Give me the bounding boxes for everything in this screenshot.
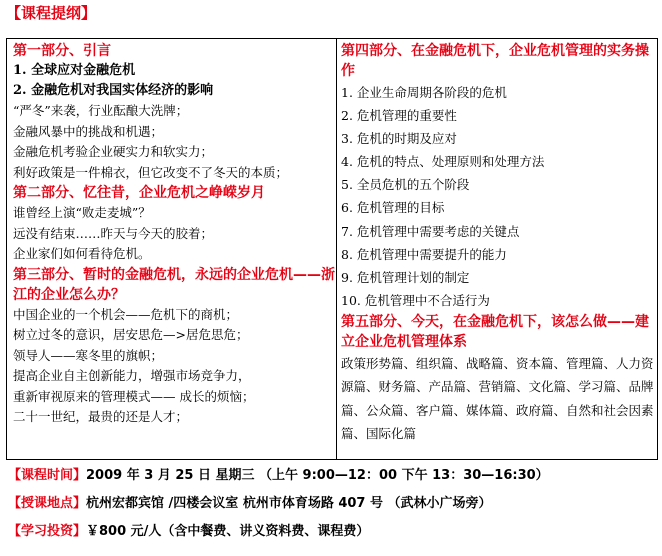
- course-location-row: [8, 492, 492, 516]
- course-time-label: 【课程时间】: [8, 468, 87, 483]
- part-1-title: 第一部分、引言: [13, 43, 111, 59]
- part-4-item: 8. 危机管理中需要提升的能力: [341, 246, 507, 262]
- part-1-line: 金融危机考验企业硬实力和软实力；: [13, 144, 214, 159]
- part-4-item: 4. 危机的特点、处理原则和处理方法: [341, 154, 545, 170]
- part-4-item: 9. 危机管理计划的制定: [341, 269, 470, 285]
- course-time-value: 2009 年 3 月 25 日 星期三 （上午 9:00—12：00 下午 13：30—16:30）: [86, 468, 549, 483]
- outline-right-column: [337, 39, 657, 459]
- part-1-point-2: 2. 金融危机对我国实体经济的影响: [13, 83, 214, 98]
- course-fee-label: 【学习投资】: [8, 524, 87, 539]
- course-fee-value: ￥800 元/人（含中餐费、讲义资料费、课程费）: [86, 524, 370, 539]
- course-location-label: 【授课地点】: [8, 496, 87, 511]
- part-2-line: 远没有结束……昨天与今天的胶着；: [13, 225, 214, 241]
- part-5-title: 第五部分、今天，在金融危机下，该怎么做——建立企业危机管理体系: [341, 313, 649, 350]
- part-4-item: 2. 危机管理的重要性: [341, 108, 457, 124]
- part-3-line: 重新审视原来的管理模式—— 成长的烦恼；: [13, 388, 255, 404]
- course-time-row: [8, 464, 549, 488]
- course-outline-heading: 【课程提纲】: [6, 4, 97, 22]
- part-3-line: 提高企业自主创新能力，增强市场竞争力，: [13, 368, 251, 383]
- part-3-title: 第三部分、暂时的金融危机，永远的企业危机——浙江的企业怎么办？: [13, 266, 335, 303]
- part-1-line: 利好政策是一件棉衣，但它改变不了冬天的本质；: [13, 164, 289, 180]
- part-1-line: “严冬”来袭，行业酝酿大洗牌；: [13, 103, 189, 118]
- part-3-line: 树立过冬的意识，居安思危—>居危思危；: [13, 327, 249, 342]
- part-4-title: 第四部分、在金融危机下，企业危机管理的实务操作: [341, 43, 649, 79]
- part-3-line: 中国企业的一个机会——危机下的商机；: [13, 306, 239, 322]
- part-2-line: 企业家们如何看待危机。: [13, 246, 151, 261]
- course-fee-row: [8, 520, 369, 544]
- part-1-line: 金融风暴中的挑战和机遇；: [13, 123, 164, 139]
- part-4-item: 10. 危机管理中不合适行为: [341, 292, 490, 308]
- part-4-item: 1. 企业生命周期各阶段的危机: [341, 85, 507, 100]
- outline-table: [6, 38, 658, 460]
- course-location-value: 杭州宏都宾馆 /四楼会议室 杭州市体育场路 407 号 （武林小广场旁）: [86, 496, 492, 511]
- part-3-line: 二十一世纪，最贵的还是人才；: [13, 409, 189, 424]
- part-2-line: 谁曾经上演“败走麦城”？: [13, 205, 151, 220]
- part-4-item: 6. 危机管理的目标: [341, 200, 445, 216]
- part-2-title: 第二部分、忆往昔，企业危机之峥嵘岁月: [13, 185, 265, 201]
- part-3-line: 领导人——寒冬里的旗帜；: [13, 347, 164, 363]
- outline-left-column: [7, 39, 337, 459]
- part-4-item: 7. 危机管理中需要考虑的关键点: [341, 223, 520, 239]
- part-5-topics: 政策形势篇、组织篇、战略篇、资本篇、管理篇、人力资源篇、财务篇、产品篇、营销篇、文化篇、学习篇、品牌篇、公众篇、客户篇、媒体篇、政府篇、自然和社会因素篇、国际化篇: [341, 355, 654, 442]
- part-4-item: 5. 全员危机的五个阶段: [341, 177, 470, 193]
- part-4-item: 3. 危机的时期及应对: [341, 131, 457, 147]
- part-1-point-1: 1. 全球应对金融危机: [13, 63, 136, 78]
